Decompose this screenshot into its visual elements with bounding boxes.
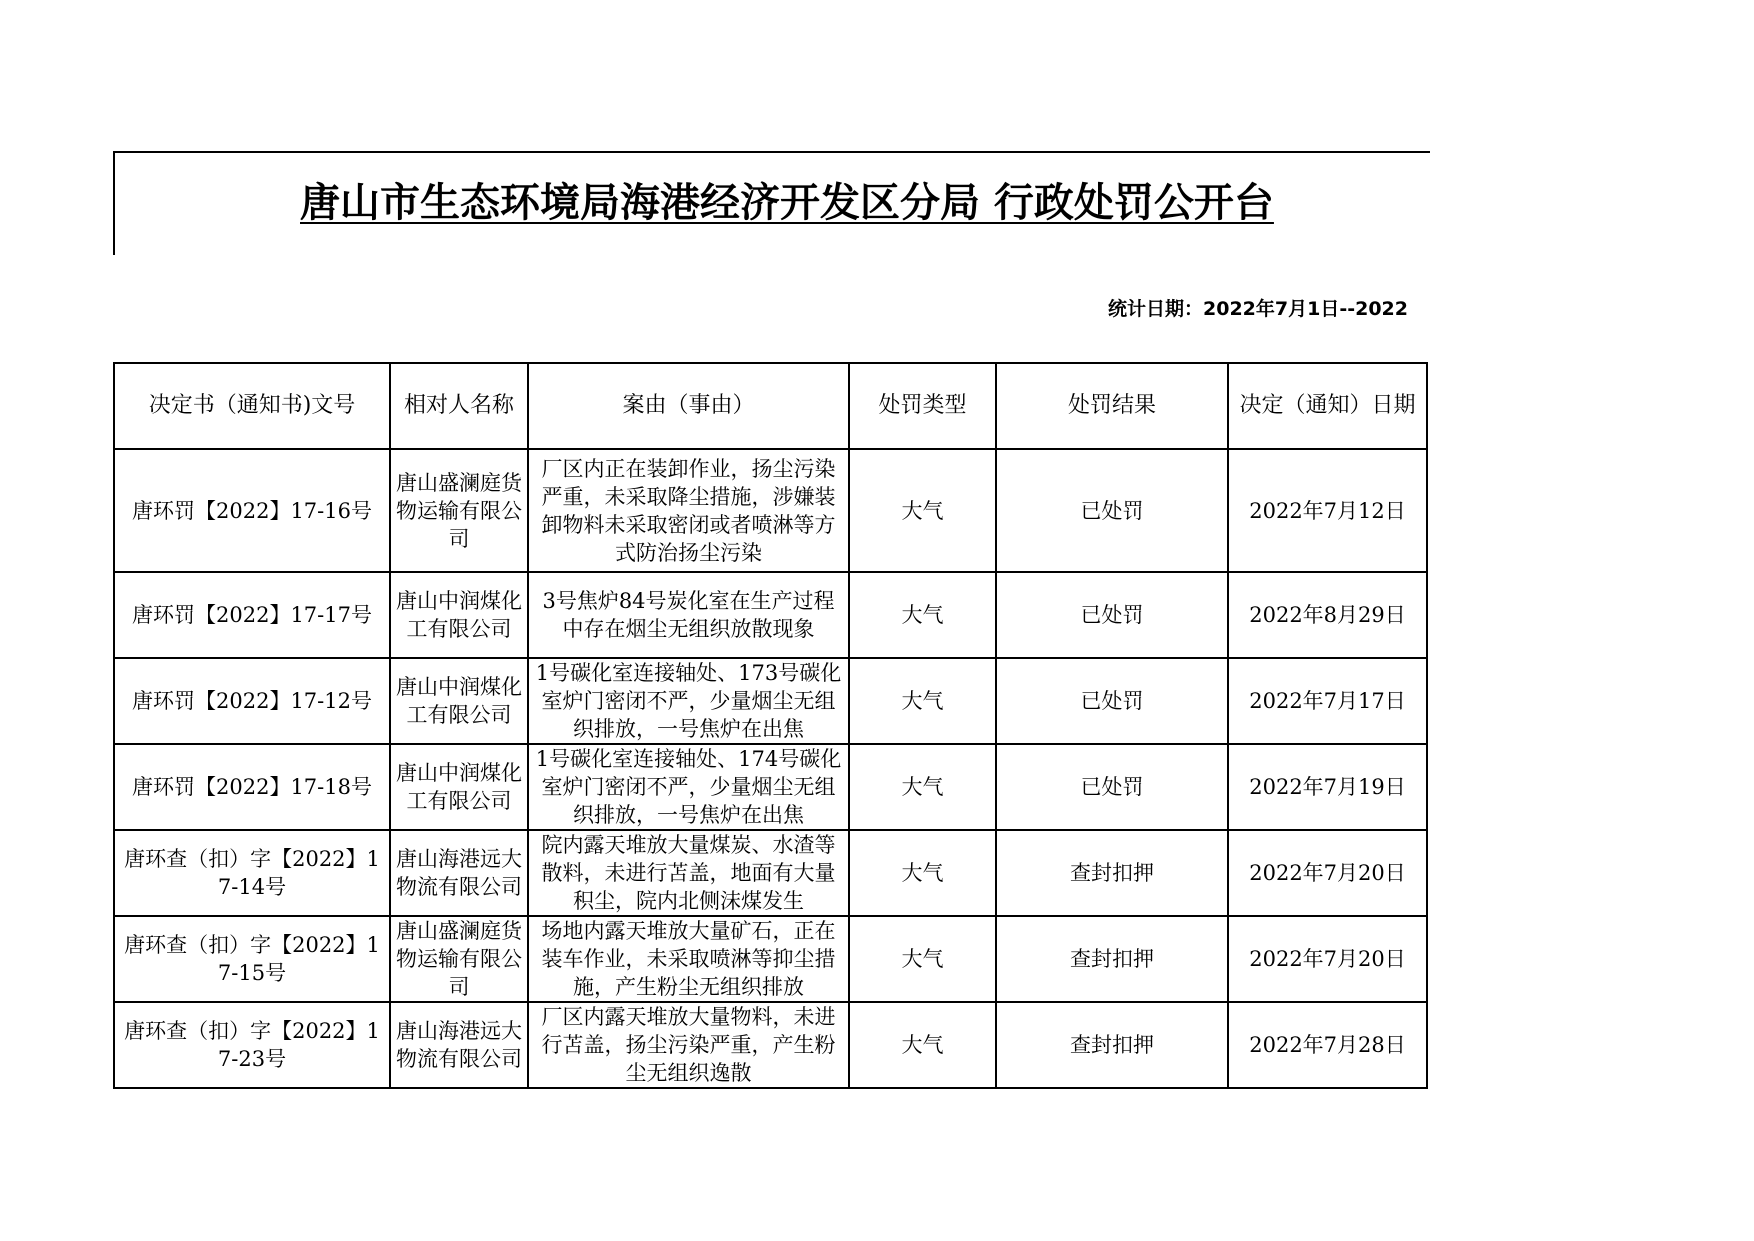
table-row [114, 830, 1427, 916]
cell-date: 2022年7月19日 [1228, 744, 1427, 830]
title-box [113, 151, 1430, 255]
table-header-row [114, 363, 1427, 449]
cell-result: 已处罚 [996, 449, 1228, 572]
cell-party [390, 916, 528, 1002]
cell-reason [528, 449, 849, 572]
cell-party-text: 唐山海港远大物流有限公司 [396, 1019, 522, 1071]
cell-doc-no: 唐环查（扣）字【2022】17-14号 [114, 830, 390, 916]
cell-reason [528, 916, 849, 1002]
cell-result: 查封扣押 [996, 916, 1228, 1002]
cell-party: 唐山盛澜庭货物运输有限公司 [390, 449, 528, 572]
cell-reason-text: 场地内露天堆放大量矿石，正在装车作业，未采取喷淋等抑尘措施，产生粉尘无组织排放 [541, 919, 836, 999]
cell-result: 已处罚 [996, 572, 1228, 658]
table-row [114, 916, 1427, 1002]
cell-party [390, 744, 528, 830]
cell-party-text: 唐山中润煤化工有限公司 [396, 675, 522, 727]
cell-date: 2022年7月17日 [1228, 658, 1427, 744]
cell-party [390, 830, 528, 916]
page-title: 唐山市生态环境局海港经济开发区分局 行政处罚公开台 [300, 180, 1274, 226]
statistics-date-line [1108, 296, 1430, 322]
cell-type: 大气 [849, 744, 996, 830]
cell-party-text: 唐山中润煤化工有限公司 [396, 589, 522, 641]
penalty-table [113, 362, 1428, 1089]
cell-doc-no: 唐环罚【2022】17-16号 [114, 449, 390, 572]
cell-doc-no: 唐环罚【2022】17-18号 [114, 744, 390, 830]
cell-reason [528, 658, 849, 744]
cell-date: 2022年8月29日 [1228, 572, 1427, 658]
cell-party-text: 唐山海港远大物流有限公司 [396, 847, 522, 899]
cell-reason-text: 厂区内正在装卸作业，扬尘污染严重，未采取降尘措施，涉嫌装卸物料未采取密闭或者喷淋等方式防治扬尘污染 [541, 456, 836, 565]
cell-party [390, 572, 528, 658]
cell-type: 大气 [849, 1002, 996, 1088]
cell-result: 已处罚 [996, 744, 1228, 830]
cell-type: 大气 [849, 449, 996, 572]
cell-type: 大气 [849, 572, 996, 658]
cell-date: 2022年7月28日 [1228, 1002, 1427, 1088]
header-reason: 案由（事由） [528, 363, 849, 449]
cell-party [390, 658, 528, 744]
header-type: 处罚类型 [849, 363, 996, 449]
table-row [114, 658, 1427, 744]
table-row [114, 744, 1427, 830]
statistics-date-range: 2022年7月1日--2022 [1203, 298, 1408, 320]
cell-party-text: 唐山中润煤化工有限公司 [396, 761, 522, 813]
cell-reason [528, 830, 849, 916]
cell-doc-no: 唐环查（扣）字【2022】17-23号 [114, 1002, 390, 1088]
cell-type: 大气 [849, 658, 996, 744]
header-date: 决定（通知）日期 [1228, 363, 1427, 449]
table-row [114, 449, 1427, 572]
table-row [114, 1002, 1427, 1088]
header-party: 相对人名称 [390, 363, 528, 449]
cell-type: 大气 [849, 830, 996, 916]
cell-reason [528, 744, 849, 830]
cell-reason-text: 1号碳化室连接轴处、173号碳化室炉门密闭不严，少量烟尘无组织排放，一号焦炉在出焦 [535, 661, 842, 741]
cell-type: 大气 [849, 916, 996, 1002]
cell-doc-no: 唐环罚【2022】17-17号 [114, 572, 390, 658]
cell-date: 2022年7月20日 [1228, 916, 1427, 1002]
cell-party-text: 唐山盛澜庭货物运输有限公司 [396, 919, 522, 999]
cell-party [390, 1002, 528, 1088]
cell-reason [528, 572, 849, 658]
cell-result: 查封扣押 [996, 830, 1228, 916]
cell-reason-text: 3号焦炉84号炭化室在生产过程中存在烟尘无组织放散现象 [542, 589, 835, 641]
header-result: 处罚结果 [996, 363, 1228, 449]
cell-reason-text: 厂区内露天堆放大量物料，未进行苫盖，扬尘污染严重，产生粉尘无组织逸散 [541, 1005, 836, 1085]
cell-reason-text: 院内露天堆放大量煤炭、水渣等散料，未进行苫盖，地面有大量积尘，院内北侧沫煤发生 [541, 833, 836, 913]
statistics-date-label: 统计日期： [1108, 298, 1204, 320]
cell-doc-no: 唐环查（扣）字【2022】17-15号 [114, 916, 390, 1002]
cell-date: 2022年7月20日 [1228, 830, 1427, 916]
cell-reason [528, 1002, 849, 1088]
cell-result: 查封扣押 [996, 1002, 1228, 1088]
header-doc-no: 决定书（通知书)文号 [114, 363, 390, 449]
cell-result: 已处罚 [996, 658, 1228, 744]
table-row [114, 572, 1427, 658]
cell-doc-no: 唐环罚【2022】17-12号 [114, 658, 390, 744]
cell-date: 2022年7月12日 [1228, 449, 1427, 572]
cell-reason-text: 1号碳化室连接轴处、174号碳化室炉门密闭不严，少量烟尘无组织排放，一号焦炉在出焦 [535, 747, 842, 827]
